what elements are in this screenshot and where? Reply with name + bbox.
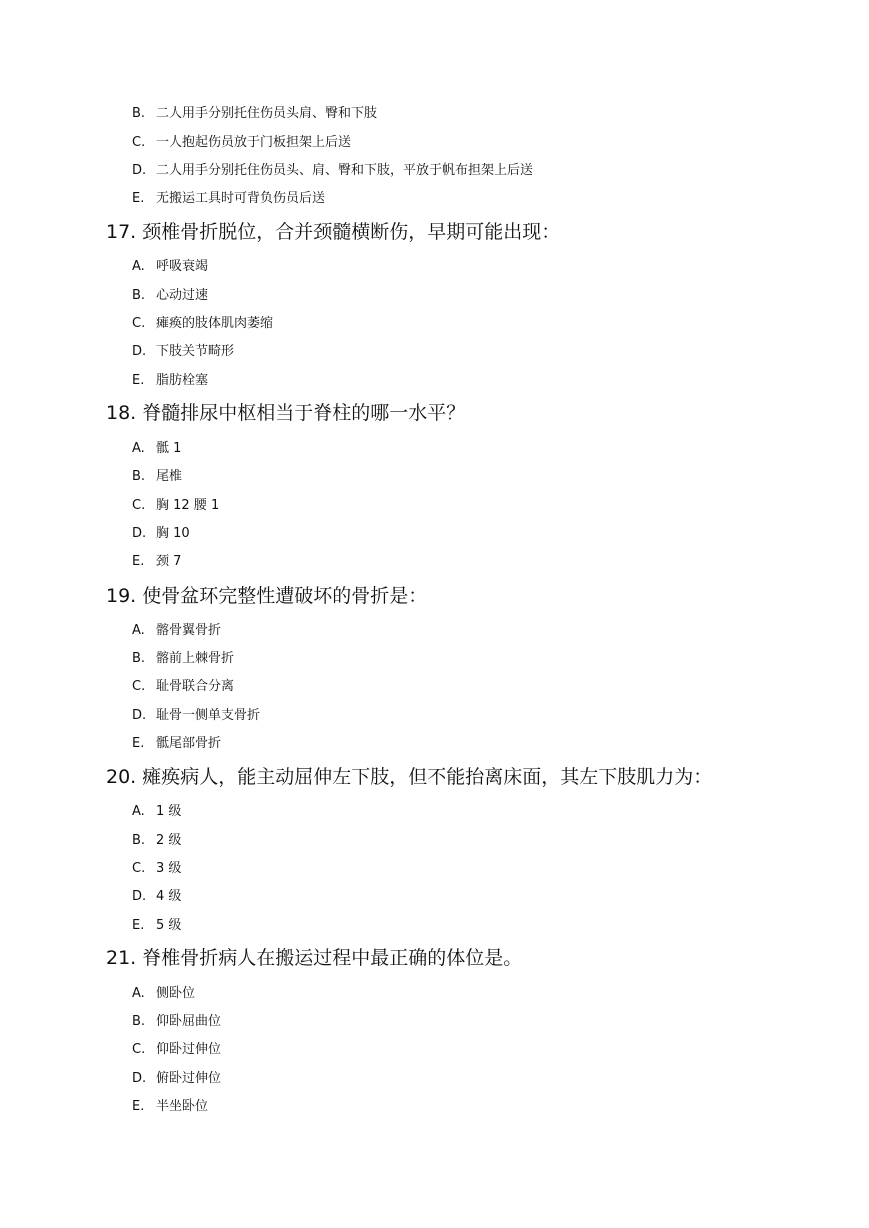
option-C: [132, 678, 234, 696]
option-letter: E.: [132, 736, 145, 751]
option-text: 尾椎: [156, 469, 183, 484]
option-letter: B.: [132, 106, 146, 121]
option-letter: B.: [132, 1014, 146, 1029]
option-text: 2 级: [156, 833, 182, 848]
question-18-title: [106, 401, 465, 425]
option-E: [132, 190, 325, 208]
option-E: [132, 372, 208, 390]
option-B: [132, 287, 208, 305]
option-text: 胸 12 腰 1: [156, 498, 220, 513]
option-letter: B.: [132, 288, 146, 303]
option-D: [132, 525, 190, 543]
option-C: [132, 860, 181, 878]
option-C: [132, 497, 219, 515]
option-text: 耻骨联合分离: [156, 679, 235, 694]
question-number: 19.: [106, 585, 137, 607]
option-C: [132, 315, 273, 333]
question-text: 使骨盆环完整性遭破坏的骨折是：: [142, 585, 428, 607]
option-letter: B.: [132, 469, 146, 484]
option-text: 脂肪栓塞: [156, 373, 209, 388]
question-21-title: [106, 946, 522, 970]
option-E: [132, 1098, 208, 1116]
option-text: 髂骨翼骨折: [156, 623, 222, 638]
option-letter: A.: [132, 986, 145, 1001]
option-C: [132, 1041, 221, 1059]
option-B: [132, 832, 181, 850]
option-letter: D.: [132, 526, 147, 541]
option-text: 二人用手分别托住伤员头、肩、臀和下肢，平放于帆布担架上后送: [156, 163, 534, 178]
option-text: 颈 7: [156, 554, 182, 569]
option-letter: D.: [132, 708, 147, 723]
option-text: 仰卧过伸位: [156, 1042, 222, 1057]
option-letter: A.: [132, 441, 145, 456]
option-text: 骶尾部骨折: [156, 736, 222, 751]
option-letter: B.: [132, 833, 146, 848]
option-B: [132, 1013, 221, 1031]
option-letter: B.: [132, 651, 146, 666]
option-letter: A.: [132, 259, 145, 274]
option-A: [132, 985, 195, 1003]
option-text: 心动过速: [156, 288, 209, 303]
question-20-title: [106, 765, 712, 789]
option-text: 胸 10: [156, 526, 190, 541]
option-D: [132, 1070, 221, 1088]
option-E: [132, 735, 221, 753]
question-text: 脊椎骨折病人在搬运过程中最正确的体位是。: [142, 947, 523, 969]
option-E: [132, 917, 181, 935]
option-letter: E.: [132, 191, 145, 206]
option-A: [132, 803, 181, 821]
option-text: 5 级: [156, 918, 182, 933]
option-letter: E.: [132, 554, 145, 569]
option-text: 4 级: [156, 889, 182, 904]
option-letter: D.: [132, 344, 147, 359]
option-D: [132, 888, 181, 906]
option-D: [132, 707, 260, 725]
option-letter: E.: [132, 373, 145, 388]
option-D: [132, 343, 234, 361]
option-letter: C.: [132, 861, 146, 876]
option-A: [132, 258, 208, 276]
option-letter: C.: [132, 1042, 146, 1057]
option-text: 半坐卧位: [156, 1099, 209, 1114]
option-A: [132, 440, 181, 458]
option-letter: D.: [132, 889, 147, 904]
question-text: 瘫痪病人，能主动屈伸左下肢，但不能抬离床面，其左下肢肌力为：: [142, 766, 713, 788]
question-number: 18.: [106, 402, 137, 424]
question-text: 颈椎骨折脱位，合并颈髓横断伤，早期可能出现：: [142, 221, 561, 243]
option-text: 俯卧过伸位: [156, 1071, 222, 1086]
option-letter: C.: [132, 135, 146, 150]
option-text: 一人抱起伤员放于门板担架上后送: [156, 135, 352, 150]
option-text: 1 级: [156, 804, 182, 819]
option-letter: A.: [132, 804, 145, 819]
option-letter: E.: [132, 918, 145, 933]
question-number: 20.: [106, 766, 137, 788]
question-19-title: [106, 584, 427, 608]
option-D: [132, 162, 533, 180]
option-A: [132, 622, 221, 640]
option-letter: A.: [132, 623, 145, 638]
option-letter: E.: [132, 1099, 145, 1114]
option-B: [132, 468, 182, 486]
option-E: [132, 553, 181, 571]
question-number: 21.: [106, 947, 137, 969]
option-letter: C.: [132, 316, 146, 331]
option-text: 仰卧屈曲位: [156, 1014, 222, 1029]
option-text: 髂前上棘骨折: [156, 651, 235, 666]
option-B: [132, 650, 234, 668]
option-text: 骶 1: [156, 441, 182, 456]
option-text: 二人用手分别托住伤员头肩、臀和下肢: [156, 106, 378, 121]
option-letter: C.: [132, 679, 146, 694]
option-text: 侧卧位: [156, 986, 196, 1001]
question-number: 17.: [106, 221, 137, 243]
option-text: 耻骨一侧单支骨折: [156, 708, 261, 723]
option-text: 瘫痪的肢体肌肉萎缩: [156, 316, 274, 331]
question-17-title: [106, 220, 560, 244]
option-letter: D.: [132, 1071, 147, 1086]
option-letter: D.: [132, 163, 147, 178]
option-text: 下肢关节畸形: [156, 344, 235, 359]
option-text: 无搬运工具时可背负伤员后送: [156, 191, 326, 206]
option-letter: C.: [132, 498, 146, 513]
option-C: [132, 134, 351, 152]
option-text: 3 级: [156, 861, 182, 876]
question-text: 脊髓排尿中枢相当于脊柱的哪一水平？: [142, 402, 466, 424]
option-B: [132, 105, 377, 123]
option-text: 呼吸衰竭: [156, 259, 209, 274]
